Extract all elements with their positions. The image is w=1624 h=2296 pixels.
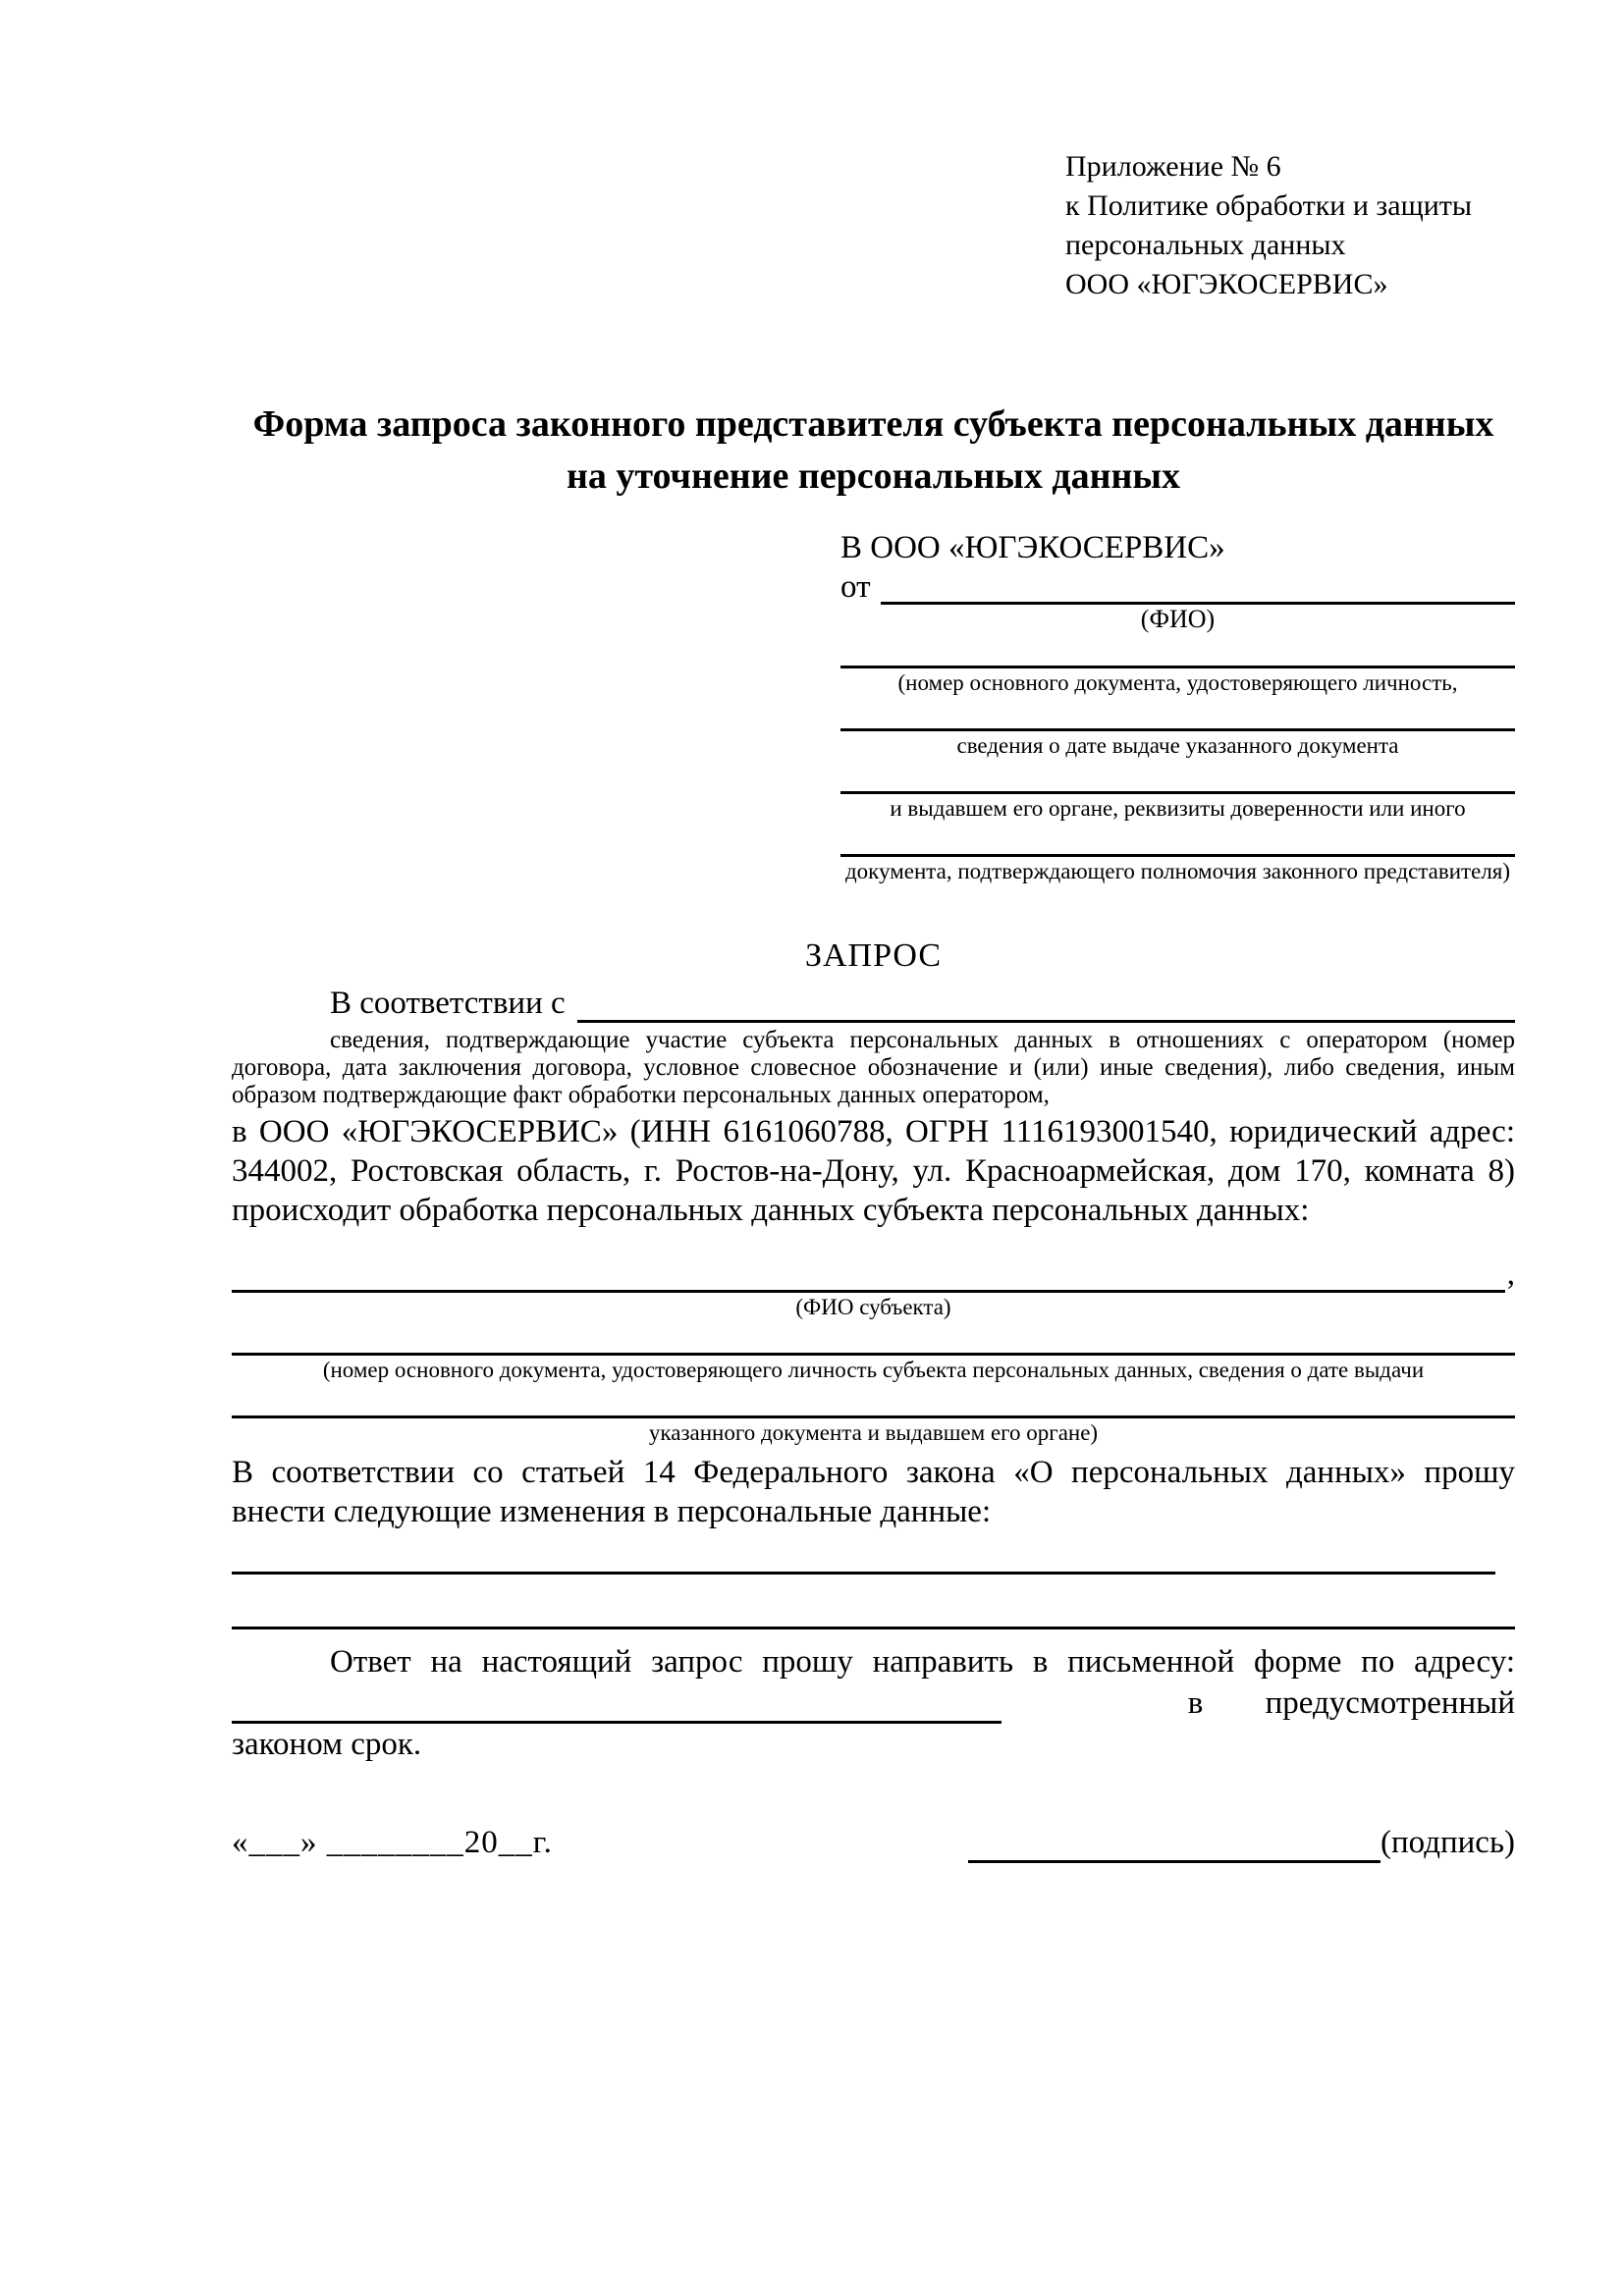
blank-caption: и выдавшем его органе, реквизиты доверенности или иного [890,796,1466,821]
answer-address-blank-line [232,1685,1001,1724]
signature-group [968,1822,1515,1863]
blank-line [840,665,1515,668]
answer-paragraph-line-1: Ответ на настоящий запрос прошу направить в письменной форме по адресу: [330,1644,1515,1680]
signature-blank-line [968,1823,1380,1863]
footer-row [232,1822,1515,1863]
blank-line [840,790,1515,794]
blank-field-group [840,634,1515,697]
subject-doc-group [232,1384,1515,1447]
subject-fio-row [232,1255,1515,1293]
blank-caption: сведения о дате выдаче указанного документа [956,733,1399,758]
signature-caption: (подпись) [1380,1825,1515,1860]
addressee-block [840,526,1515,885]
subject-fio-blank-line [232,1255,1505,1293]
answer-middle-text: в предусмотренный [1187,1685,1515,1721]
request-heading: ЗАПРОС [804,937,943,974]
changes-blank-line-2 [232,1626,1515,1629]
law-paragraph: В соответствии со статьей 14 Федерального закона «О персональных данных» прошу внести следующие изменения в персональные данные: [232,1455,1515,1529]
intro-prefix: В соответствии с [330,986,566,1021]
blank-caption: документа, подтверждающего полномочия законного представителя) [844,859,1511,883]
fio-caption: (ФИО) [1140,605,1216,633]
from-row [840,569,1515,605]
changes-blank-line-1 [232,1571,1495,1575]
subject-doc-caption-2: указанного документа и выдавшем его органе) [648,1420,1099,1445]
answer-paragraph-line-2 [232,1682,1515,1724]
blank-field-group [840,697,1515,760]
appendix-line-2: к Политике обработки и защиты [1065,189,1473,222]
subject-doc-blank-line-2 [232,1415,1515,1418]
form-title-line-1: Форма запроса законного представителя субъекта персональных данных [252,403,1494,445]
subject-doc-blank-line-1 [232,1352,1515,1356]
form-title [232,399,1515,503]
intro-footnote: сведения, подтверждающие участие субъекта персональных данных в отношениях с оператором (номер договора, дата заключения договора, условное словесное обозначение и (или) иные сведения), либо сведения, иным образом подтверждающие факт обработки персональных данных оператором, [232,1027,1515,1108]
from-blank-line [881,569,1516,605]
subject-doc-group [232,1321,1515,1384]
intro-blank-line [577,984,1515,1023]
blank-caption: (номер основного документа, удостоверяющего личность, [897,670,1458,695]
appendix-line-4: ООО «ЮГЭКОСЕРВИС» [1065,268,1388,300]
trailing-comma: , [1506,1256,1515,1292]
operator-paragraph: в ООО «ЮГЭКОСЕРВИС» (ИНН 6161060788, ОГРН 1116193001540, юридический адрес: 344002, Ростовская область, г. Ростов-на-Дону, ул. Красноармейская, дом 170, комната 8) происходит обработка персональных данных субъекта персональных данных: [232,1114,1515,1228]
from-label: от [840,569,871,605]
intro-row [232,980,1515,1023]
blank-field-group [840,760,1515,823]
appendix-line-1: Приложение № 6 [1065,150,1281,183]
form-title-line-2: на уточнение персональных данных [566,455,1181,497]
blank-line [840,727,1515,731]
subject-fio-caption: (ФИО субъекта) [795,1295,951,1319]
blank-field-group [840,823,1515,885]
addressee-to: В ООО «ЮГЭКОСЕРВИС» [840,530,1225,565]
appendix-line-3: персональных данных [1065,229,1346,261]
date-field: «___» ________20__г. [232,1825,553,1860]
answer-paragraph-line-3: законом срок. [232,1727,422,1762]
subject-doc-caption-1: (номер основного документа, удостоверяющего личность субъекта персональных данных, сведения о дате выдачи [322,1358,1425,1382]
appendix-note [1065,147,1515,304]
blank-line [840,853,1515,857]
